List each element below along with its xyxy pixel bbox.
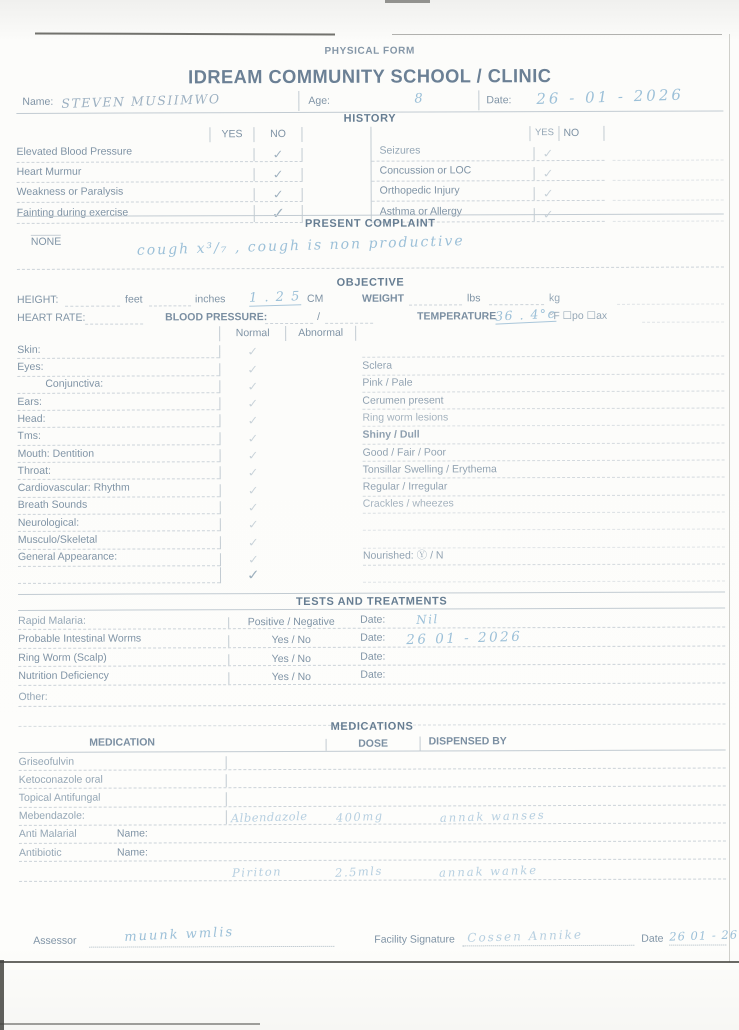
medication-label: Topical Antifungal: [19, 792, 227, 806]
test-options: Yes / No: [228, 635, 353, 647]
history-item-label: Fainting during exercise: [16, 207, 129, 220]
blank-line: [65, 306, 120, 307]
exam-note: Good / Fair / Poor: [363, 446, 725, 462]
test-options: Yes / No: [228, 653, 353, 665]
checkmark: ✓: [271, 168, 285, 182]
checkmark: ✓: [246, 501, 260, 515]
tests-row: [18, 665, 725, 686]
history-heading: HISTORY: [343, 112, 397, 125]
test-options: Yes / No: [228, 672, 353, 684]
normal-cell: [220, 518, 286, 531]
assessor-line: [89, 946, 334, 948]
test-label: Nutrition Deficiency: [18, 669, 109, 682]
normal-cell: [220, 466, 286, 479]
exam-label: Mouth: Dentition: [18, 448, 220, 463]
temperature-label: TEMPERATURE: [417, 310, 497, 323]
history-item-label: Orthopedic Injury: [379, 184, 460, 198]
date-value: 26 - 01 - 2026: [536, 85, 685, 109]
exam-label: Ears:: [17, 396, 219, 411]
dispensed-value: annak wanke: [438, 862, 539, 880]
medication-row: [19, 805, 726, 826]
scan-artifact-top: [385, 0, 430, 3]
exam-label: Conjunctiva:: [17, 379, 219, 394]
checkmark: ✓: [271, 148, 285, 162]
none-label: NONE: [30, 235, 62, 248]
scan-edge-bottom: [0, 961, 739, 963]
temperature-units: °F ☐po ☐ax: [549, 309, 608, 323]
paper-edge-right: [729, 34, 730, 962]
ruled-line: [17, 266, 724, 269]
checkmark: ✓: [246, 397, 260, 411]
medication-label: Ketoconazole oral: [19, 774, 227, 788]
checkmark: ✓: [247, 518, 260, 532]
medication-written-value: Piriton: [231, 864, 283, 880]
facility-signature-value: Cossen Annike: [467, 927, 584, 945]
normal-cell: [220, 484, 286, 497]
checkmark: ✓: [246, 466, 260, 481]
age-label: Age:: [308, 94, 330, 107]
normal-cell: [219, 414, 285, 427]
scan-edge-top-right: [392, 34, 722, 35]
medication-row: [19, 841, 726, 862]
blank-line: [85, 324, 143, 325]
medication-label: Mebendazole:: [19, 810, 227, 824]
name-value: STEVEN MUSIIMWO: [61, 91, 221, 111]
medication-row: [19, 769, 726, 790]
blank-line: [149, 305, 191, 306]
exam-label: [18, 580, 220, 584]
exam-row: [17, 374, 724, 394]
tests-table: [18, 609, 725, 726]
dose-column-header: DOSE: [326, 739, 420, 751]
complaint-heading: PRESENT COMPLAINT: [304, 217, 436, 230]
date-label: Date:: [360, 631, 386, 644]
no-cell: [254, 148, 303, 161]
exam-note: [363, 581, 725, 583]
history-item-label: Concussion or LOC: [379, 164, 472, 178]
checkmark: ✓: [246, 449, 260, 463]
exam-note: Cerumen present: [362, 394, 724, 410]
kg-label: kg: [549, 292, 561, 305]
heart-rate-label: HEART RATE:: [17, 311, 86, 324]
test-label: Ring Worm (Scalp): [18, 651, 107, 664]
normal-cell: [219, 345, 285, 358]
checkmark: ✓: [247, 553, 260, 567]
checkmark: ✓: [247, 536, 260, 550]
exam-row: [18, 443, 725, 463]
history-item-label: Seizures: [379, 144, 421, 158]
scan-edge-footer: [0, 1023, 260, 1025]
no-column-header: NO: [558, 126, 604, 141]
blank-line: [325, 323, 373, 324]
exam-note: Crackles / wheezes: [363, 498, 725, 514]
exam-label: Breath Sounds: [18, 500, 220, 515]
tests-row: [18, 683, 725, 706]
exam-note: Pink / Pale: [362, 377, 724, 393]
exam-row: [17, 391, 724, 411]
history-right-table: [370, 126, 604, 223]
exam-note: Regular / Irregular: [363, 481, 725, 497]
name-label: Name:: [22, 95, 54, 108]
blank-line: [265, 323, 313, 324]
date-label: Date:: [360, 650, 386, 663]
exam-note: Shiny / Dull: [363, 429, 725, 445]
blank-line: [489, 304, 544, 305]
weight-label: WEIGHT: [362, 292, 405, 305]
exam-row: [18, 461, 725, 481]
medication-label: Griseofulvin: [19, 756, 227, 770]
tests-row: [18, 609, 725, 630]
inches-label: inches: [195, 293, 226, 306]
medications-table: [19, 733, 727, 882]
checkmark: ✓: [246, 484, 260, 498]
facility-signature-line: [462, 945, 634, 947]
test-options: Positive / Negative: [228, 617, 353, 629]
medication-row: [19, 750, 726, 771]
checkmark: ✓: [246, 363, 260, 377]
medication-row: [19, 823, 726, 844]
history-item-label: Heart Murmur: [16, 166, 82, 179]
history-row: [17, 182, 303, 203]
yes-cell: [534, 187, 563, 200]
date-label: Date:: [360, 668, 386, 681]
exam-row: [18, 495, 725, 515]
tests-row: [18, 646, 725, 667]
exam-note: Tonsillar Swelling / Erythema: [363, 463, 725, 479]
date-label: Date:: [486, 94, 512, 107]
exam-row: [18, 564, 725, 584]
medication-row: [19, 787, 726, 808]
normal-cell: [219, 397, 285, 410]
exam-row: [17, 357, 724, 377]
footer-signature-row: [19, 924, 739, 951]
scan-edge-top-left: [35, 32, 335, 35]
history-row: [372, 181, 605, 202]
medication-label: Antibiotic: [18, 846, 62, 859]
footer-date-line: [669, 944, 726, 945]
normal-cell: [220, 567, 286, 583]
page-title: IDREAM COMMUNITY SCHOOL / CLINIC: [188, 66, 552, 89]
exam-note: Ring worm lesions: [362, 411, 724, 427]
exam-label: General Appearance:: [18, 552, 220, 567]
checkmark: ✓: [542, 167, 556, 181]
exam-row: [17, 426, 724, 446]
checkmark: ✓: [542, 147, 555, 161]
lbs-label: lbs: [467, 292, 481, 305]
history-item-label: Elevated Blood Pressure: [16, 145, 133, 159]
exam-row: [18, 478, 725, 498]
temperature-value: 36 . 4°c: [494, 305, 557, 324]
history-item-label: Asthma or Allergy: [379, 205, 463, 219]
yes-column-header: YES: [529, 126, 558, 141]
exam-table: [17, 324, 725, 584]
cm-label: CM: [307, 292, 324, 305]
history-row: [371, 141, 604, 162]
history-row: [17, 162, 303, 183]
exam-label: Cardiovascular: Rhythm: [18, 482, 220, 497]
blood-pressure-label: BLOOD PRESSURE:: [165, 311, 268, 324]
abnormal-column-header: Abnormal: [285, 326, 356, 341]
bp-slash: /: [317, 310, 321, 323]
complaint-note: cough x³/₇ , cough is non productive: [136, 233, 465, 259]
medication-written-value: Albendazole: [230, 808, 308, 825]
normal-cell: [220, 501, 286, 514]
footer-date-label: Date: [641, 932, 664, 945]
ruled-line: [617, 303, 724, 304]
exam-label: Musculo/Skeletal: [18, 534, 220, 549]
exam-row: [17, 409, 724, 429]
assessor-signature: muunk wmlis: [123, 924, 235, 945]
height-cm-value: 1 . 2 5: [248, 289, 302, 306]
medications-heading: MEDICATIONS: [330, 720, 414, 733]
checkmark: ✓: [542, 187, 556, 201]
normal-cell: [220, 553, 286, 566]
history-row: [16, 142, 302, 163]
exam-row: [18, 547, 725, 567]
no-column-header: NO: [253, 127, 302, 142]
yes-column-header: YES: [209, 127, 253, 142]
blank-line: [409, 304, 462, 305]
exam-label: Neurological:: [18, 517, 220, 532]
exam-label: Skin:: [17, 344, 219, 359]
facility-signature-label: Facility Signature: [374, 933, 455, 946]
no-cell: [254, 188, 303, 201]
name-sublabel: Name:: [116, 827, 148, 840]
exam-note: Nourished: Ⓨ / N: [363, 550, 725, 566]
normal-cell: [220, 536, 286, 549]
medication-row: [19, 860, 726, 882]
exam-note: Sclera: [362, 360, 724, 376]
yes-cell: [534, 147, 563, 160]
exam-row: [18, 512, 725, 532]
dose-value: 400mg: [335, 808, 384, 825]
checkmark: ✓: [271, 188, 285, 202]
normal-cell: [220, 449, 286, 462]
tests-heading: TESTS AND TREATMENTS: [295, 595, 448, 608]
dispensed-value: annak wanses: [439, 807, 546, 825]
checkmark: ✓: [246, 432, 260, 446]
no-cell: [254, 168, 303, 181]
date-value: 26 01 - 2026: [406, 628, 523, 648]
test-label: Probable Intestinal Worms: [18, 632, 142, 646]
name-sublabel: Name:: [116, 846, 148, 859]
dispensed-cell: [420, 862, 726, 880]
objective-heading: OBJECTIVE: [336, 276, 405, 289]
checkmark: ✓: [246, 380, 260, 394]
exam-label: Head:: [17, 413, 219, 428]
history-row: [372, 161, 605, 182]
scan-edge-bottom-left: [0, 960, 4, 1030]
exam-label: Tms:: [18, 430, 220, 445]
checkmark: ✓: [542, 208, 556, 222]
medication-label: Anti Malarial: [18, 828, 77, 841]
normal-column-header: Normal: [219, 326, 285, 341]
medication-column-header: MEDICATION: [89, 736, 155, 750]
age-value: 8: [414, 91, 425, 107]
complaint-area: [17, 230, 724, 270]
history-left-table: [16, 127, 302, 224]
checkmark: ✓: [245, 566, 262, 583]
divider: [478, 90, 479, 110]
checkmark: ✓: [246, 415, 260, 429]
ruled-lines: [612, 140, 723, 221]
exam-row: [17, 339, 724, 359]
dose-value: 2.5mls: [334, 863, 384, 880]
patient-info-row: [16, 85, 723, 113]
footer-date-value: 26 01 - 26: [669, 927, 739, 944]
ruled-line: [642, 321, 724, 322]
date-value: Nil: [415, 612, 440, 628]
exam-row: [18, 530, 725, 550]
yes-cell: [534, 167, 563, 180]
form-type-label: PHYSICAL FORM: [324, 45, 415, 57]
test-label: Rapid Malaria:: [18, 614, 86, 627]
date-label: Date:: [360, 613, 386, 626]
exam-label: Eyes:: [17, 361, 219, 376]
height-label: HEIGHT:: [17, 293, 59, 306]
history-item-label: Weakness or Paralysis: [16, 186, 124, 199]
feet-label: feet: [125, 293, 143, 306]
exam-label: Throat:: [18, 465, 220, 480]
normal-cell: [220, 432, 286, 445]
divider: [298, 91, 299, 111]
assessor-label: Assessor: [33, 934, 77, 947]
checkmark: ✓: [246, 345, 260, 360]
tests-row: [18, 628, 725, 649]
normal-cell: [219, 380, 285, 393]
dispensed-column-header: DISPENSED BY: [420, 736, 726, 751]
checkmark: ✓: [270, 204, 287, 222]
normal-cell: [219, 363, 285, 376]
test-label: Other:: [18, 690, 48, 703]
